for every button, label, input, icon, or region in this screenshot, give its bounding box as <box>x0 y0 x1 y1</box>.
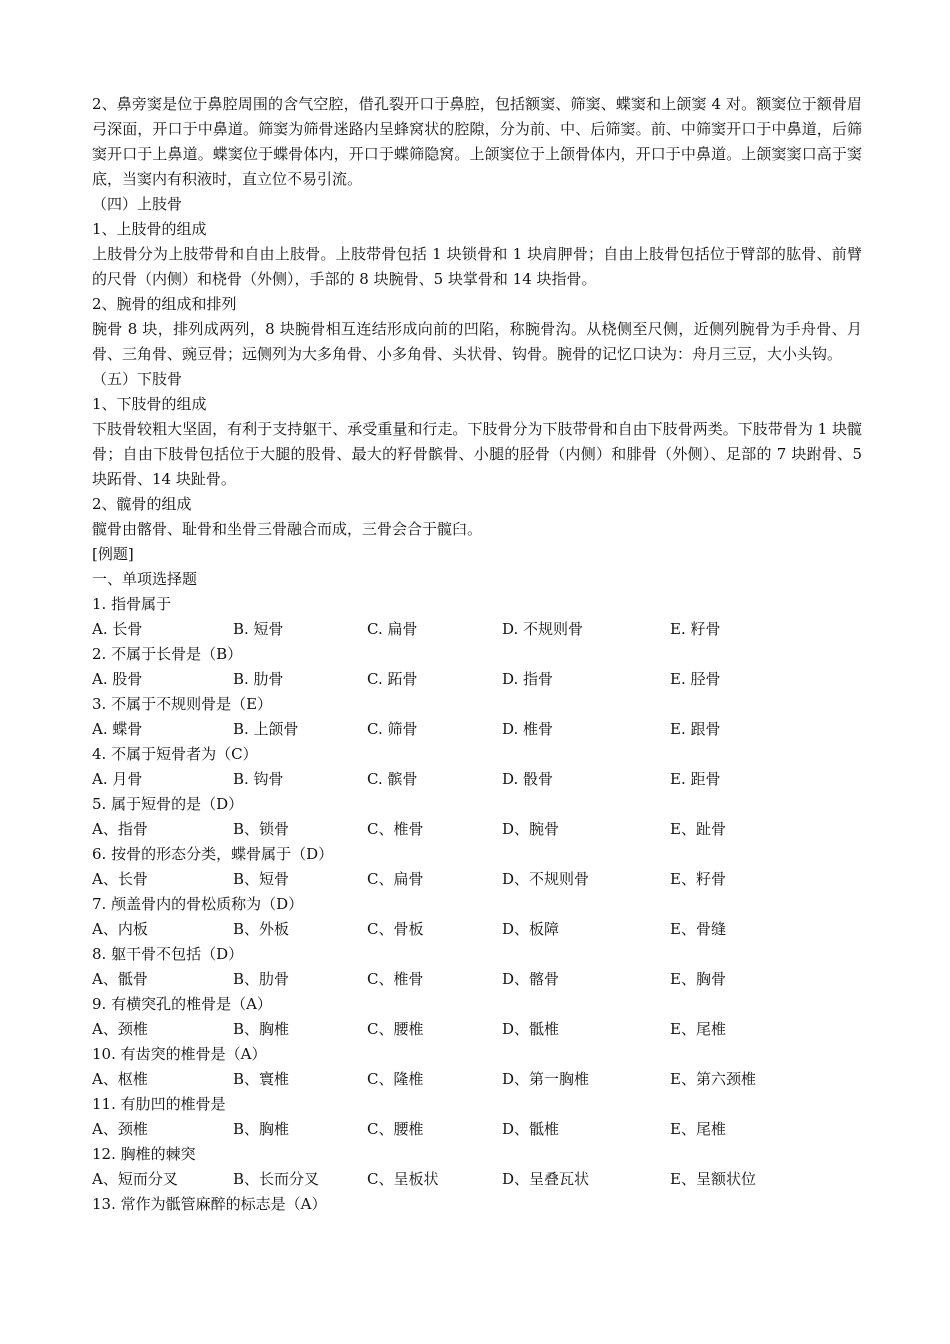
option-a: A. 股骨 <box>92 670 143 688</box>
option-a: A、指骨 <box>92 820 148 838</box>
option-d: D. 椎骨 <box>502 720 554 738</box>
option-d: D. 指骨 <box>502 670 554 688</box>
option-b: B、长而分叉 <box>233 1170 320 1188</box>
question-stem: 3. 不属于不规则骨是（E） <box>92 695 273 713</box>
question-options <box>92 917 862 942</box>
option-c: C、骨板 <box>367 920 424 938</box>
option-c: C. 跖骨 <box>367 670 418 688</box>
option-a: A. 月骨 <box>92 770 143 788</box>
option-e: E、尾椎 <box>670 1020 726 1038</box>
option-e: E、尾椎 <box>670 1120 726 1138</box>
question-stem: 6. 按骨的形态分类，蝶骨属于（D） <box>92 845 334 863</box>
mcq-section-title: 一、单项选择题 <box>92 570 198 588</box>
option-c: C、呈板状 <box>367 1170 439 1188</box>
question-stem: 5. 属于短骨的是（D） <box>92 795 244 813</box>
option-c: C、椎骨 <box>367 970 424 988</box>
option-e: E、籽骨 <box>670 870 726 888</box>
upper-limb-composition-text: 上肢骨分为上肢带骨和自由上肢骨。上肢带骨包括 1 块锁骨和 1 块肩胛骨；自由上肢骨包括位于臂部的肱骨、前臂的尺骨（内侧）和桡骨（外侧），手部的 8 块腕骨、5 块掌骨和 14 块指骨。 <box>92 245 862 288</box>
option-a: A、颈椎 <box>92 1120 148 1138</box>
question-stem: 9. 有横突孔的椎骨是（A） <box>92 995 272 1013</box>
question-stem: 13. 常作为骶管麻醉的标志是（A） <box>92 1195 327 1213</box>
examples-label: [例题] <box>92 545 134 563</box>
option-b: B、外板 <box>233 920 290 938</box>
option-d: D、板障 <box>502 920 560 938</box>
option-e: E、骨缝 <box>670 920 726 938</box>
option-c: C、椎骨 <box>367 820 424 838</box>
option-c: C. 筛骨 <box>367 720 418 738</box>
question-stem: 2. 不属于长骨是（B） <box>92 645 243 663</box>
option-a: A、长骨 <box>92 870 148 888</box>
option-b: B. 钩骨 <box>233 770 284 788</box>
option-b: B、短骨 <box>233 870 290 888</box>
question-stem: 8. 躯干骨不包括（D） <box>92 945 244 963</box>
question-stem: 10. 有齿突的椎骨是（A） <box>92 1045 267 1063</box>
option-a: A、枢椎 <box>92 1070 148 1088</box>
upper-limb-composition-heading: 1、上肢骨的组成 <box>92 220 207 238</box>
section-upper-limb-title: （四）上肢骨 <box>92 195 183 213</box>
question-stem: 4. 不属于短骨者为（C） <box>92 745 258 763</box>
option-c: C. 扁骨 <box>367 620 418 638</box>
option-c: C、腰椎 <box>367 1120 424 1138</box>
option-b: B、胸椎 <box>233 1020 290 1038</box>
question-options <box>92 867 862 892</box>
option-d: D、腕骨 <box>502 820 560 838</box>
option-a: A、短而分叉 <box>92 1170 178 1188</box>
option-d: D、呈叠瓦状 <box>502 1170 590 1188</box>
question-options <box>92 817 862 842</box>
option-e: E. 跟骨 <box>670 720 721 738</box>
option-a: A、骶骨 <box>92 970 148 988</box>
option-e: E、胸骨 <box>670 970 726 988</box>
carpal-bones-heading: 2、腕骨的组成和排列 <box>92 295 237 313</box>
option-a: A、内板 <box>92 920 148 938</box>
hip-bone-heading: 2、髋骨的组成 <box>92 495 192 513</box>
question-options <box>92 1117 862 1142</box>
option-d: D、不规则骨 <box>502 870 590 888</box>
option-a: A. 蝶骨 <box>92 720 143 738</box>
option-c: C. 髌骨 <box>367 770 418 788</box>
option-d: D. 不规则骨 <box>502 620 584 638</box>
question-stem: 11. 有肋凹的椎骨是 <box>92 1095 226 1113</box>
option-e: E、第六颈椎 <box>670 1070 756 1088</box>
question-stem: 12. 胸椎的棘突 <box>92 1145 196 1163</box>
option-a: A. 长骨 <box>92 620 143 638</box>
option-c: C、腰椎 <box>367 1020 424 1038</box>
option-b: B、肋骨 <box>233 970 290 988</box>
option-e: E、趾骨 <box>670 820 726 838</box>
option-b: B、锁骨 <box>233 820 290 838</box>
nasal-sinus-paragraph: 2、鼻旁窦是位于鼻腔周围的含气空腔，借孔裂开口于鼻腔，包括额窦、筛窦、蝶窦和上颌窦 4 对。额窦位于额骨眉弓深面，开口于中鼻道。筛窦为筛骨迷路内呈蜂窝状的腔隙，分为前、中、后筛窦。前、中筛窦开口于中鼻道，后筛窦开口于上鼻道。蝶窦位于蝶骨体内，开口于蝶筛隐窝。上颌窦位于上颌骨体内，开口于中鼻道。上颌窦窦口高于窦底，当窦内有积液时，直立位不易引流。 <box>92 95 862 188</box>
option-c: C、扁骨 <box>367 870 424 888</box>
question-options <box>92 717 862 742</box>
question-options <box>92 1167 862 1192</box>
option-d: D、髂骨 <box>502 970 560 988</box>
option-d: D. 骰骨 <box>502 770 554 788</box>
option-d: D、骶椎 <box>502 1120 560 1138</box>
question-options <box>92 767 862 792</box>
question-stem: 7. 颅盖骨内的骨松质称为（D） <box>92 895 304 913</box>
question-stem: 1. 指骨属于 <box>92 595 172 613</box>
section-lower-limb-title: （五）下肢骨 <box>92 370 183 388</box>
option-b: B. 短骨 <box>233 620 284 638</box>
option-e: E. 籽骨 <box>670 620 721 638</box>
option-d: D、骶椎 <box>502 1020 560 1038</box>
question-options <box>92 1017 862 1042</box>
question-options <box>92 967 862 992</box>
option-b: B. 肋骨 <box>233 670 284 688</box>
option-b: B、胸椎 <box>233 1120 290 1138</box>
document-page <box>92 92 862 1217</box>
question-list <box>92 592 862 1217</box>
lower-limb-composition-heading: 1、下肢骨的组成 <box>92 395 207 413</box>
option-e: E、呈额状位 <box>670 1170 756 1188</box>
option-d: D、第一胸椎 <box>502 1070 590 1088</box>
option-e: E. 胫骨 <box>670 670 721 688</box>
question-options <box>92 617 862 642</box>
option-a: A、颈椎 <box>92 1020 148 1038</box>
carpal-bones-text: 腕骨 8 块，排列成两列，8 块腕骨相互连结形成向前的凹陷，称腕骨沟。从桡侧至尺侧，近侧列腕骨为手舟骨、月骨、三角骨、豌豆骨；远侧列为大多角骨、小多角骨、头状骨、钩骨。腕骨的记忆口诀为：舟月三豆，大小头钩。 <box>92 320 862 363</box>
lower-limb-composition-text: 下肢骨较粗大坚固，有利于支持躯干、承受重量和行走。下肢骨分为下肢带骨和自由下肢骨两类。下肢带骨为 1 块髋骨；自由下肢骨包括位于大腿的股骨、最大的籽骨髌骨、小腿的胫骨（内侧）和腓骨（外侧）、足部的 7 块跗骨、5 块跖骨、14 块趾骨。 <box>92 420 862 488</box>
option-e: E. 距骨 <box>670 770 721 788</box>
option-c: C、隆椎 <box>367 1070 424 1088</box>
option-b: B、寰椎 <box>233 1070 290 1088</box>
question-options <box>92 667 862 692</box>
hip-bone-text: 髋骨由髂骨、耻骨和坐骨三骨融合而成，三骨会合于髋臼。 <box>92 520 483 538</box>
option-b: B. 上颌骨 <box>233 720 299 738</box>
question-options <box>92 1067 862 1092</box>
